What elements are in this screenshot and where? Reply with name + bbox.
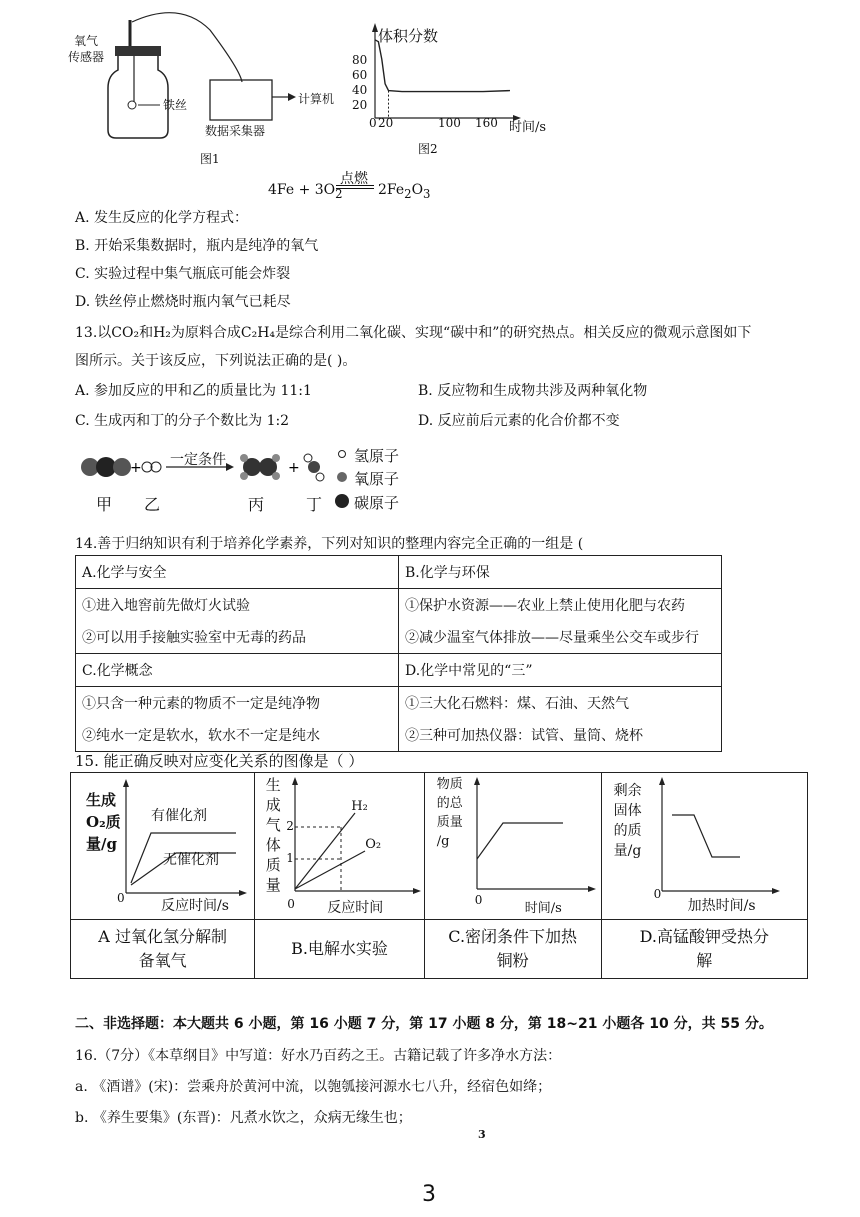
- graph-a-series-2: 无催化剂: [163, 852, 219, 868]
- table-cell: A.化学与安全: [76, 556, 399, 589]
- table-cell: C.化学概念: [76, 654, 399, 687]
- graph-c-caption: C.密闭条件下加热 铜粉: [424, 920, 601, 979]
- q16-item-b: b. 《养生要集》(东晋)：凡煮水饮之，众病无缘生也；: [75, 1110, 412, 1126]
- table-cell: D.化学中常见的“三”: [399, 654, 722, 687]
- graph-b-cell: [255, 773, 425, 920]
- q15-stem: 15. 能正确反映对应变化关系的图像是（ ）: [75, 752, 364, 770]
- q14-stem: 14.善于归纳知识有利于培养化学素养，下列对知识的整理内容完全正确的一组是 (: [75, 536, 584, 552]
- computer-label: 计算机: [298, 92, 335, 106]
- table-cell: ②可以用手接触实验室中无毒的药品: [76, 621, 399, 654]
- table-row: [71, 773, 808, 920]
- table-row: [76, 556, 722, 589]
- figure-2-ytick-80: 80: [352, 53, 368, 67]
- table-cell: ①进入地窖前先做灯火试验: [76, 589, 399, 622]
- sensor-label-line2: 传感器: [68, 50, 105, 64]
- svg-text:+: +: [130, 460, 142, 476]
- graph-c-origin: 0: [474, 893, 483, 907]
- section-2-title: 二、非选择题：本大题共 6 小题，第 16 小题 7 分，第 17 小题 8 分，第 18~21 小题各 10 分，共 55 分。: [75, 1016, 773, 1032]
- graph-b-caption: B.电解水实验: [255, 920, 425, 979]
- graph-b-series-h2: H₂: [351, 799, 368, 814]
- q12-option-c: C. 实验过程中集气瓶底可能会炸裂: [75, 266, 291, 282]
- wire-label: 铁丝: [163, 98, 188, 112]
- graph-d-origin: 0: [653, 887, 662, 901]
- graph-d-cell: [601, 773, 807, 920]
- graph-c-cell: [424, 773, 601, 920]
- inner-page-number: 3: [478, 1128, 486, 1141]
- table-cell: ①三大化石燃料：煤、石油、天然气: [399, 687, 722, 720]
- graph-a-ylabel: 生成: [86, 791, 117, 809]
- q15-table: [70, 772, 808, 979]
- graph-d-caption: D.高锰酸钾受热分 解: [601, 920, 807, 979]
- equation-reactants: $4Fe + 3O_2$: [268, 182, 343, 201]
- sensor-label: 氧气: [74, 34, 99, 48]
- label-ding: 丁: [306, 495, 323, 514]
- graph-a-ylabel-3: 量/g: [86, 835, 117, 853]
- table-cell: ②三种可加热仪器：试管、量筒、烧杯: [399, 719, 722, 752]
- equation: [268, 168, 468, 204]
- reaction-condition: 一定条件: [170, 452, 226, 468]
- graph-a-cell: [71, 773, 255, 920]
- q16-item-a: a. 《酒谱》(宋)：尝乘舟於黄河中流，以匏瓠接河源水七八升，经宿色如绛；: [75, 1079, 552, 1095]
- q14-table: [75, 555, 722, 752]
- q12-option-d: D. 铁丝停止燃烧时瓶内氧气已耗尽: [75, 294, 291, 310]
- table-row: [76, 654, 722, 687]
- reaction-diagram: [78, 445, 438, 517]
- table-row: [76, 687, 722, 720]
- table-row: [76, 589, 722, 622]
- table-cell: ②减少温室气体排放——尽量乘坐公交车或步行: [399, 621, 722, 654]
- table-cell: B.化学与环保: [399, 556, 722, 589]
- page-number: 3: [422, 1182, 436, 1207]
- series-line: [375, 40, 510, 92]
- q13-stem: 13.以CO₂和H₂为原料合成C₂H₄是综合利用二氧化碳、实现“碳中和”的研究热点。相关反应的微观示意图如下: [75, 325, 752, 341]
- q13-stem-line2: 图所示。关于该反应，下列说法正确的是( )。: [75, 353, 357, 369]
- figure-1: [60, 10, 340, 170]
- graph-c-xlabel: 时间/s: [524, 901, 562, 916]
- figure-2-ytick-20: 20: [352, 98, 368, 112]
- q13-option-a: A. 参加反应的甲和乙的质量比为 11:1: [75, 383, 312, 399]
- graph-a-xlabel: 反应时间/s: [161, 898, 229, 914]
- figure-2-xlabel: 时间/s: [509, 120, 547, 135]
- graph-b-series-o2: O₂: [365, 837, 382, 852]
- q12-option-a: A. 发生反应的化学方程式：: [75, 210, 249, 226]
- equation-condition: 点燃: [340, 171, 368, 187]
- table-row: [76, 719, 722, 752]
- graph-b-xlabel: 反应时间: [327, 900, 384, 916]
- graph-a-series-1: 有催化剂: [151, 808, 207, 824]
- figure-2-ylabel: 体积分数: [378, 27, 439, 45]
- graph-a-origin: 0: [117, 891, 125, 905]
- table-cell: ①只含一种元素的物质不一定是纯净物: [76, 687, 399, 720]
- figure-2-xtick-20: 20: [378, 116, 394, 130]
- table-cell: ①保护水资源——农业上禁止使用化肥与农药: [399, 589, 722, 622]
- q12-option-b: B. 开始采集数据时，瓶内是纯净的氧气: [75, 238, 319, 254]
- graph-b-tick-1: 1: [286, 851, 294, 865]
- q13-option-b: B. 反应物和生成物共涉及两种氧化物: [418, 383, 648, 399]
- label-bing: 丙: [248, 495, 265, 514]
- q13-option-d: D. 反应前后元素的化合价都不变: [418, 413, 620, 429]
- graph-a-caption: A 过氧化氢分解制 备氧气: [71, 920, 255, 979]
- figure-2-ytick-60: 60: [352, 68, 368, 82]
- table-row: [76, 621, 722, 654]
- label-yi: 乙: [144, 495, 161, 514]
- figure-1-caption: 图1: [200, 152, 220, 166]
- table-row: [71, 920, 808, 979]
- equation-products: $2Fe_2O_3$: [378, 182, 431, 201]
- figure-2: [345, 18, 565, 158]
- equation-equals: [336, 185, 374, 189]
- graph-a-ylabel-2: O₂质: [86, 813, 121, 831]
- collector-label: 数据采集器: [205, 124, 266, 138]
- graph-b-origin: 0: [287, 897, 295, 911]
- q13-option-c: C. 生成丙和丁的分子个数比为 1:2: [75, 413, 290, 429]
- figure-2-xtick-0: 0: [369, 116, 377, 130]
- legend-carbon: 碳原子: [354, 494, 400, 512]
- legend-oxygen: 氧原子: [354, 470, 400, 488]
- graph-b-ylabel: 生 成 气 体 质 量: [265, 776, 281, 894]
- legend-hydrogen: 氢原子: [354, 447, 400, 465]
- figure-2-xtick-160: 160: [475, 116, 498, 130]
- graph-d-ylabel: 剩余 固体 的质 量/g: [613, 783, 642, 859]
- label-jia: 甲: [96, 495, 113, 514]
- svg-text:+: +: [288, 460, 300, 476]
- figure-2-ytick-40: 40: [352, 83, 368, 97]
- figure-2-caption: 图2: [418, 142, 438, 156]
- graph-d-xlabel: 加热时间/s: [687, 898, 756, 914]
- figure-2-xtick-100: 100: [438, 116, 461, 130]
- graph-b-tick-2: 2: [286, 819, 294, 833]
- table-cell: ②纯水一定是软水，软水不一定是纯水: [76, 719, 399, 752]
- graph-c-ylabel: 物质 的总 质量 /g: [436, 777, 463, 849]
- q16-stem: 16.（7分）《本草纲目》中写道：好水乃百药之王。古籍记载了许多净水方法：: [75, 1048, 562, 1064]
